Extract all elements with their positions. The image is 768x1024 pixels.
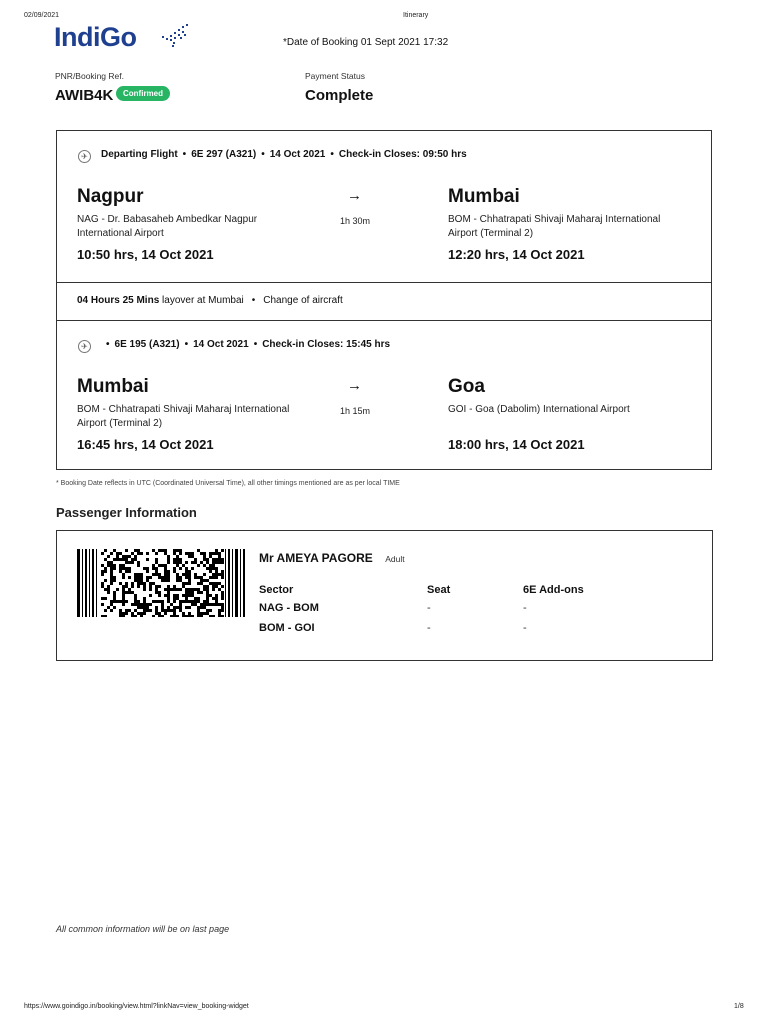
segment1-to-airport: BOM - Chhatrapati Shivaji Maharaj International Airport (Terminal 2) <box>448 214 661 239</box>
row-sector: NAG - BOM <box>259 602 319 614</box>
booking-date: *Date of Booking 01 Sept 2021 17:32 <box>283 37 449 48</box>
pnr-label: PNR/Booking Ref. <box>55 71 124 81</box>
segment1-header: Departing Flight • 6E 297 (A321) • 14 Oct 2021 • Check-in Closes: 09:50 hrs <box>101 149 467 160</box>
passenger-name-row <box>259 549 405 567</box>
payment-status-value: Complete <box>305 87 374 104</box>
passenger-type: Adult <box>385 554 405 564</box>
print-url: https://www.goindigo.in/booking/view.html?linkNav=view_booking-widget <box>24 1003 249 1010</box>
divider <box>57 282 711 283</box>
passenger-box <box>56 530 713 661</box>
plane-icon: ✈ <box>78 340 91 353</box>
pnr-value: AWIB4K <box>55 87 114 104</box>
row-seat: - <box>427 622 431 634</box>
segment2-from-city: Mumbai <box>77 376 149 397</box>
segment2-to-airport: GOI - Goa (Dabolim) International Airport <box>448 404 630 415</box>
itinerary-box <box>56 130 712 470</box>
col-addons: 6E Add-ons <box>523 584 584 596</box>
row-addons: - <box>523 602 527 614</box>
segment1-departure-time: 10:50 hrs, 14 Oct 2021 <box>77 247 214 262</box>
plane-logo-icon <box>160 24 192 50</box>
col-seat: Seat <box>427 584 451 596</box>
footer-note: All common information will be on last page <box>56 924 230 934</box>
plane-icon: ✈ <box>78 150 91 163</box>
print-page-number: 1/8 <box>734 1003 744 1010</box>
arrow-right-icon: → <box>347 377 362 394</box>
segment2-departure-time: 16:45 hrs, 14 Oct 2021 <box>77 437 214 452</box>
layover-info: 04 Hours 25 Mins layover at Mumbai • Change of aircraft <box>77 295 343 306</box>
arrow-right-icon: → <box>347 187 362 204</box>
segment2-from-airport: BOM - Chhatrapati Shivaji Maharaj International Airport (Terminal 2) <box>77 404 290 429</box>
segment2-arrival-time: 18:00 hrs, 14 Oct 2021 <box>448 437 585 452</box>
passenger-name: Mr AMEYA PAGORE <box>259 551 373 565</box>
segment1-arrival-time: 12:20 hrs, 14 Oct 2021 <box>448 247 585 262</box>
row-addons: - <box>523 622 527 634</box>
segment1-to-city: Mumbai <box>448 186 520 207</box>
print-title: Itinerary <box>403 12 429 19</box>
segment1-duration: 1h 30m <box>340 216 371 226</box>
payment-status-label: Payment Status <box>305 71 366 81</box>
col-sector: Sector <box>259 584 294 596</box>
passenger-section-title: Passenger Information <box>56 505 197 520</box>
indigo-logo: IndiGo <box>54 22 137 52</box>
segment2-to-city: Goa <box>448 376 485 397</box>
row-sector: BOM - GOI <box>259 622 315 634</box>
segment2-duration: 1h 15m <box>340 406 371 416</box>
segment1-from-airport: NAG - Dr. Babasaheb Ambedkar Nagpur International Airport <box>77 214 258 239</box>
segment2-header: • 6E 195 (A321) • 14 Oct 2021 • Check-in Closes: 15:45 hrs <box>106 339 391 350</box>
print-date: 02/09/2021 <box>24 12 60 19</box>
divider <box>57 320 711 321</box>
segment1-from-city: Nagpur <box>77 186 144 207</box>
barcode-icon <box>77 549 245 617</box>
utc-note: * Booking Date reflects in UTC (Coordinated Universal Time), all other timings mentioned are as per local TIME <box>56 480 400 487</box>
status-badge: Confirmed <box>116 86 170 101</box>
row-seat: - <box>427 602 431 614</box>
